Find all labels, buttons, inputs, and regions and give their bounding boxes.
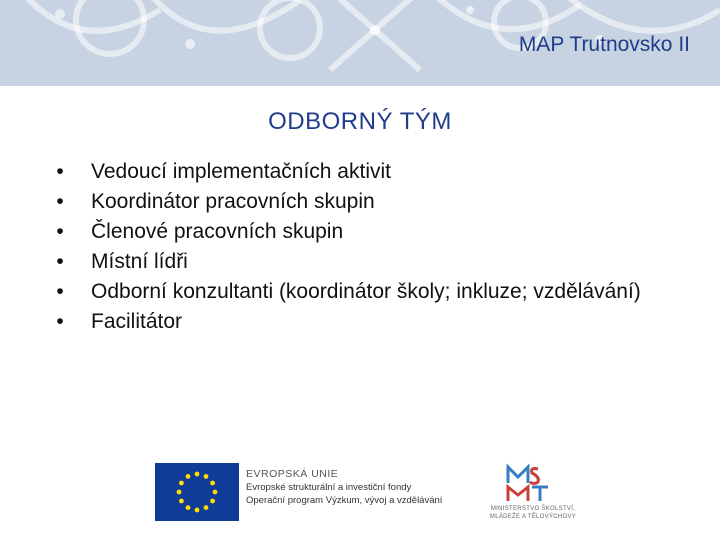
- bullet-dot: •: [56, 310, 64, 333]
- list-item: [55, 247, 695, 277]
- list-item-text: Vedoucí implementačních aktivit: [91, 160, 391, 183]
- list-item: [55, 157, 695, 187]
- msmt-line-2: MLÁDEŽE A TĚLOVÝCHOVY: [489, 514, 577, 520]
- header-banner: [0, 0, 720, 86]
- msmt-text: [478, 505, 588, 521]
- eu-line-3: Operační program Výzkum, vývoj a vzdělávání: [246, 495, 443, 506]
- list-item-text: Místní lídři: [91, 250, 188, 273]
- list-item: [55, 217, 695, 247]
- list-item-text: Členové pracovních skupin: [91, 220, 344, 243]
- list-item-text: Odborní konzultanti (koordinátor školy; inkluze; vzdělávání): [91, 280, 641, 303]
- eu-line-2: Evropské strukturální a investiční fondy: [246, 482, 412, 493]
- eu-line-1: EVROPSKÁ UNIE: [246, 468, 339, 480]
- msmt-logo-icon: [478, 463, 588, 505]
- bullet-dot: •: [56, 250, 64, 273]
- bullet-dot: •: [56, 160, 64, 183]
- list-item: [55, 307, 695, 337]
- list-item-text: Koordinátor pracovních skupin: [91, 190, 375, 213]
- header-title: MAP Trutnovsko II: [518, 33, 690, 56]
- eu-logo-block: [155, 463, 460, 523]
- list-item-text: Facilitátor: [91, 310, 183, 333]
- msmt-line-1: MINISTERSTVO ŠKOLSTVÍ,: [490, 506, 576, 512]
- slide-title: ODBORNÝ TÝM: [268, 108, 452, 135]
- eu-text: [246, 468, 442, 507]
- bullet-dot: •: [56, 190, 64, 213]
- bullet-list: [55, 157, 695, 337]
- list-item: [55, 187, 695, 217]
- list-item: [55, 277, 695, 307]
- eu-flag-icon: [155, 463, 239, 521]
- msmt-logo-block: [478, 463, 588, 525]
- bullet-dot: •: [56, 220, 64, 243]
- bullet-dot: •: [56, 280, 64, 303]
